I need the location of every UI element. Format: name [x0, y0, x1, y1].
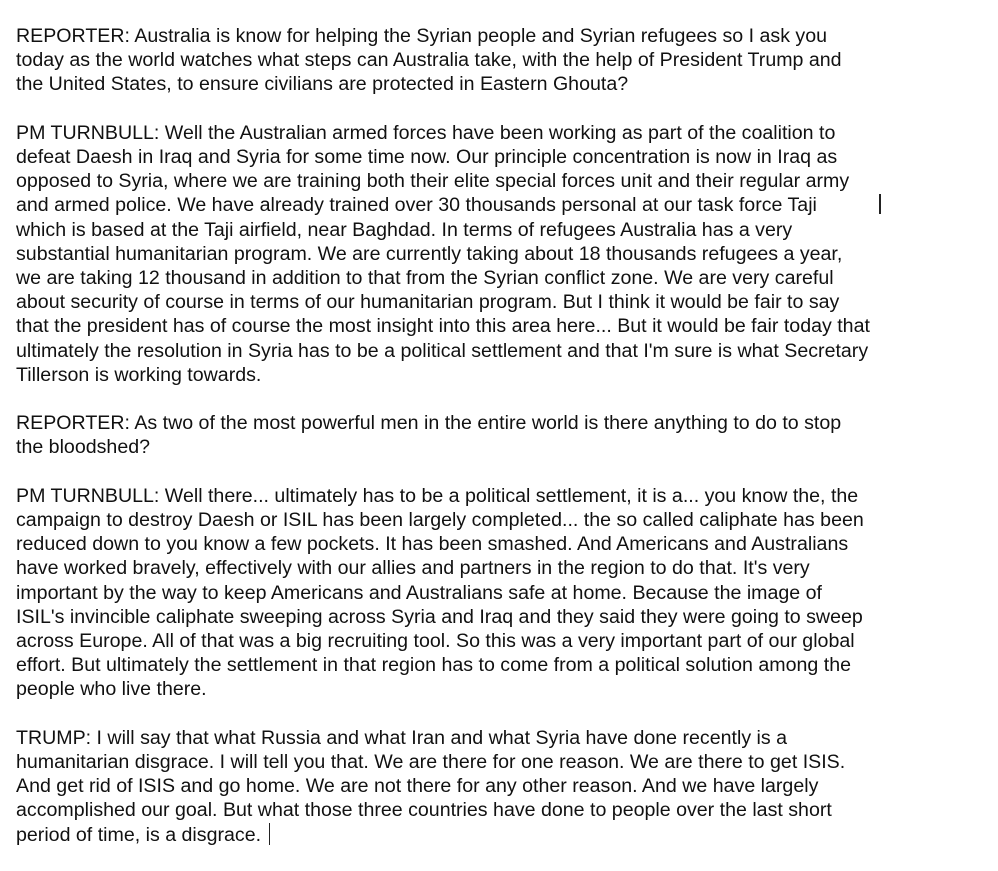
text-line: accomplished our goal. But what those three countries have done to people over the last short: [16, 799, 832, 822]
text-caret[interactable]: [269, 823, 270, 845]
text-line: defeat Daesh in Iraq and Syria for some time now. Our principle concentration is now in Iraq as: [16, 146, 838, 168]
text-line: and armed police. We have already trained over 30 thousands personal at our task force Taji: [16, 194, 817, 217]
text-line: campaign to destroy Daesh or ISIL has been largely completed... the so called caliphate has been: [16, 509, 864, 532]
text-line: the United States, to ensure civilians are protected in Eastern Ghouta?: [16, 73, 629, 96]
text-line: today as the world watches what steps can Australia take, with the help of President Trump and: [16, 49, 842, 72]
transcript-document: [16, 24, 982, 871]
paragraph-reporter-1: [16, 24, 982, 97]
paragraph-turnbull-1: [16, 121, 982, 387]
text-line: ISIL's invincible caliphate sweeping across Syria and Iraq and they said they were going to sweep: [16, 605, 863, 628]
last-text-line: [16, 823, 982, 847]
text-line: REPORTER: As two of the most powerful men in the entire world is there anything to do to stop: [16, 412, 842, 435]
text-line: the bloodshed?: [16, 436, 151, 459]
text-line: period of time, is a disgrace.: [16, 823, 262, 846]
text-line: And get rid of ISIS and go home. We are not there for any other reason. And we have largely: [16, 775, 819, 798]
paragraph-reporter-2: [16, 411, 982, 459]
text-line: reduced down to you know a few pockets. It has been smashed. And Americans and Australians: [16, 533, 849, 556]
text-line: ultimately the resolution in Syria has to be a political settlement and that I'm sure is what Secretary: [16, 339, 869, 362]
text-line: TRUMP: I will say that what Russia and what Iran and what Syria have done recently is a: [16, 726, 788, 749]
text-line: humanitarian disgrace. I will tell you that. We are there for one reason. We are there to get ISIS.: [16, 751, 846, 774]
text-line: PM TURNBULL: Well there... ultimately has to be a political settlement, it is a... you know the, the: [16, 484, 859, 507]
paragraph-trump: [16, 726, 982, 847]
text-line: across Europe. All of that was a big recruiting tool. So this was a very important part of our global: [16, 630, 855, 653]
text-line: about security of course in terms of our humanitarian program. But I think it would be fair to say: [16, 291, 840, 314]
text-line: REPORTER: Australia is know for helping the Syrian people and Syrian refugees so I ask you: [16, 25, 828, 47]
text-line: we are taking 12 thousand in addition to that from the Syrian conflict zone. We are very careful: [16, 267, 834, 290]
text-line: Tillerson is working towards.: [16, 363, 262, 386]
text-line: have worked bravely, effectively with our allies and partners in the region to do that. It's very: [16, 557, 810, 580]
text-line: substantial humanitarian program. We are currently taking about 18 thousands refugees a year,: [16, 242, 843, 265]
text-line: that the president has of course the most insight into this area here... But it would be fair today that: [16, 315, 870, 338]
text-line: which is based at the Taji airfield, near Baghdad. In terms of refugees Australia has a very: [16, 218, 793, 241]
text-line: important by the way to keep Americans and Australians safe at home. Because the image of: [16, 581, 822, 604]
text-line: PM TURNBULL: Well the Australian armed forces have been working as part of the coalition to: [16, 121, 836, 144]
text-line: effort. But ultimately the settlement in that region has to come from a political solution among the: [16, 654, 851, 677]
ibeam-cursor-icon: [879, 194, 881, 214]
paragraph-turnbull-2: [16, 484, 982, 702]
text-line: people who live there.: [16, 678, 207, 701]
text-line: opposed to Syria, where we are training both their elite special forces unit and their regular army: [16, 170, 850, 193]
